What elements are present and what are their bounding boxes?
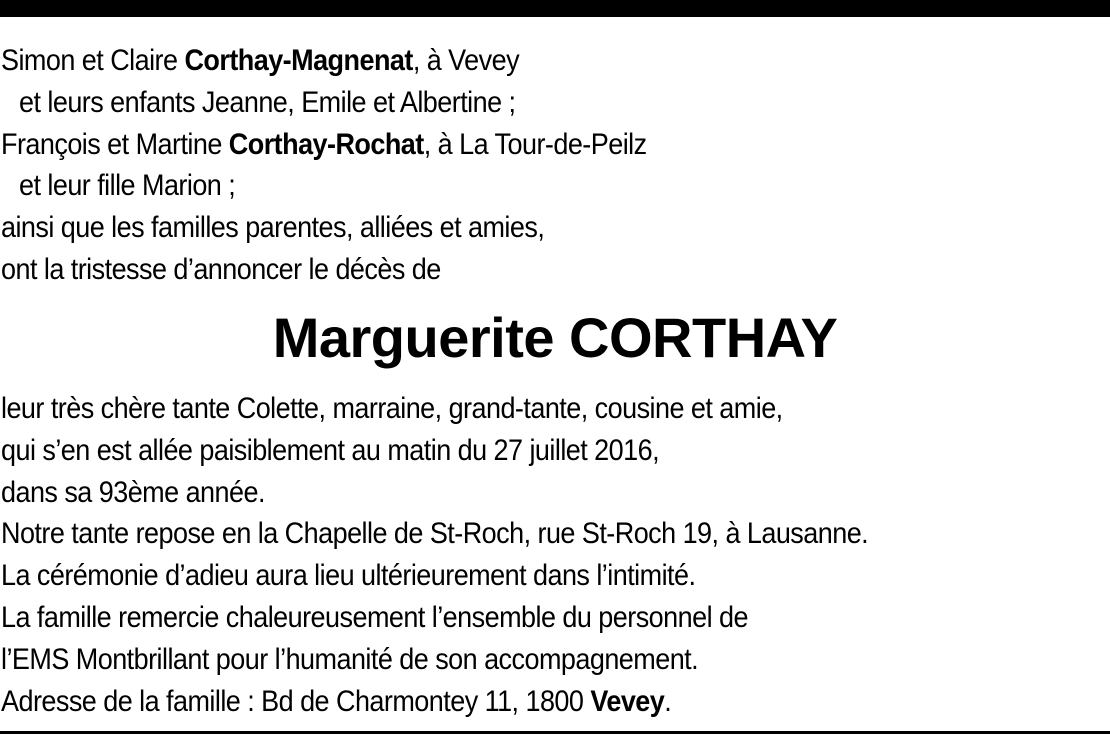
- top-rule: [0, 0, 1110, 17]
- body-line-6: La famille remercie chaleureusement l’ensemble du personnel de: [1, 600, 748, 634]
- family-name-rochat: Corthay-Rochat: [228, 127, 424, 161]
- deceased-name-heading: Marguerite CORTHAY: [272, 306, 838, 369]
- body-line-2: qui s’en est allée paisiblement au matin du 27 juillet 2016,: [1, 433, 660, 467]
- family-announcement: [1, 40, 996, 291]
- family-line-2: et leurs enfants Jeanne, Emile et Albertine ;: [19, 85, 516, 119]
- body-line-7: l’EMS Montbrillant pour l’humanité de son accompagnement.: [1, 642, 699, 676]
- family-address: Adresse de la famille : Bd de Charmontey 11, 1800 Vevey.: [1, 684, 672, 718]
- family-line-1: Simon et Claire Corthay-Magnenat, à Vevey: [1, 44, 520, 77]
- family-line-5: ainsi que les familles parentes, alliées et amies,: [1, 211, 545, 245]
- body-line-1: leur très chère tante Colette, marraine, grand-tante, cousine et amie,: [1, 392, 783, 425]
- family-name-magnenat: Corthay-Magnenat: [184, 44, 413, 77]
- bottom-rule: [0, 731, 1110, 734]
- body-line-4: Notre tante repose en la Chapelle de St-Roch, rue St-Roch 19, à Lausanne.: [1, 517, 869, 551]
- notice-body: [1, 388, 996, 722]
- family-line-4: et leur fille Marion ;: [19, 169, 236, 203]
- family-line-3: François et Martine Corthay-Rochat, à La Tour-de-Peilz: [1, 127, 647, 161]
- body-line-5: La cérémonie d’adieu aura lieu ultérieurement dans l’intimité.: [1, 559, 696, 593]
- address-city: Vevey: [590, 684, 665, 718]
- body-line-3: dans sa 93ème année.: [1, 475, 265, 509]
- family-line-6: ont la tristesse d’annoncer le décès de: [1, 252, 441, 286]
